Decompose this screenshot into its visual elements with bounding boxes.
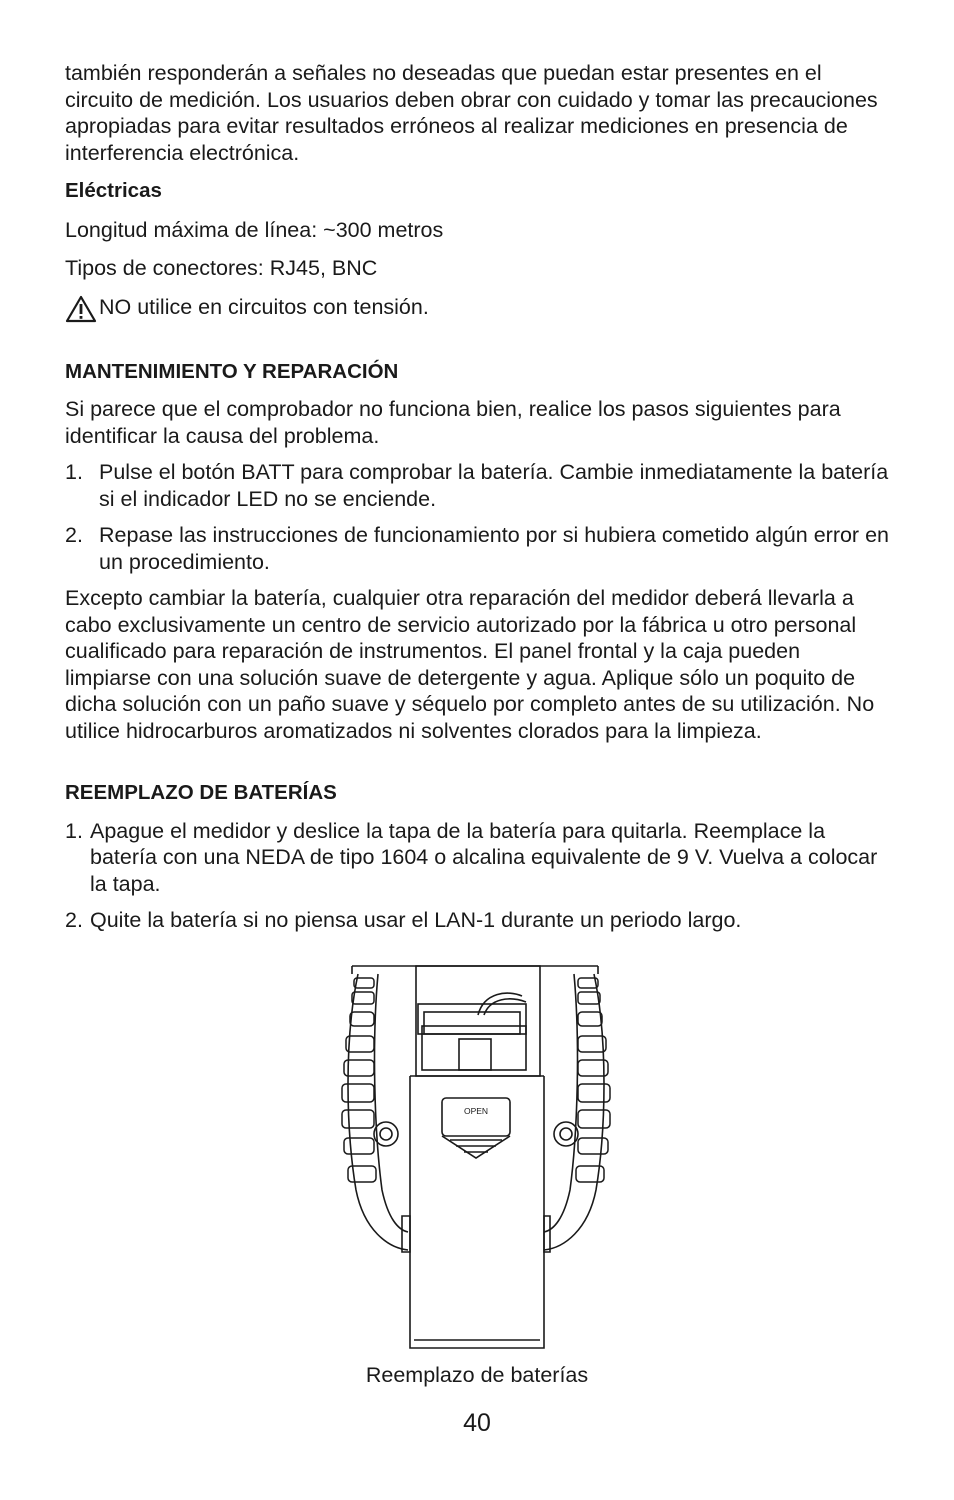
max-line-length: Longitud máxima de línea: ~300 metros: [65, 217, 444, 242]
open-label: OPEN: [463, 1106, 489, 1116]
maintenance-intro: Si parece que el comprobador no funciona bien, realice los pasos siguientes para identificar la causa del problema.: [65, 397, 841, 448]
step-number: 1.: [65, 818, 83, 843]
electrical-heading: Eléctricas: [65, 179, 162, 202]
warning-text: NO utilice en circuitos con tensión.: [99, 294, 429, 319]
step-number: 2.: [65, 523, 83, 547]
list-item: [65, 818, 890, 898]
maintenance-body: Excepto cambiar la batería, cualquier otra reparación del medidor deberá llevarla a cabo exclusivamente un centro de servicio autorizado por la fábrica u otro personal cualificado para reparación de instrumentos. El panel frontal y la caja pueden limpiarse con una solución suave de detergente y agua. Aplique sólo un poquito de dicha solución con un paño suave y séquelo por completo antes de su utilización. No utilice hidrocarburos aromatizados ni solventes clorados para la limpieza.: [65, 586, 875, 743]
page-content: [65, 60, 890, 944]
maintenance-heading: MANTENIMIENTO Y REPARACIÓN: [65, 359, 399, 383]
battery-steps: [65, 818, 890, 934]
intro-paragraph: también responderán a señales no deseadas que puedan estar presentes en el circuito de medición. Los usuarios deben obrar con cuidado y tomar las precauciones apropiadas para evitar resultados erróneos al realizar mediciones en presencia de interferencia electrónica.: [65, 61, 878, 165]
maintenance-steps: [65, 459, 890, 575]
step-number: 2.: [65, 908, 83, 932]
step-text: Pulse el botón BATT para comprobar la batería. Cambie inmediatamente la batería si el indicador LED no se enciende.: [99, 460, 889, 511]
list-item: [65, 522, 890, 575]
step-text: Repase las instrucciones de funcionamiento por si hubiera cometido algún error en un procedimiento.: [99, 523, 889, 574]
warning-line: [65, 294, 890, 323]
connector-types: Tipos de conectores: RJ45, BNC: [65, 256, 378, 280]
step-text: Apague el medidor y deslice la tapa de la batería para quitarla. Reemplace la batería con una NEDA de tipo 1604 o alcalina equivalente de 9 V. Vuelva a colocar la tapa.: [90, 818, 878, 896]
battery-replacement-illustration: [338, 960, 618, 1355]
list-item: [65, 907, 890, 934]
battery-heading: REEMPLAZO DE BATERÍAS: [65, 781, 337, 804]
page-number: 40: [463, 1409, 491, 1437]
warning-triangle-icon: [65, 295, 97, 323]
step-number: 1.: [65, 460, 83, 484]
list-item: [65, 459, 890, 512]
figure-caption: Reemplazo de baterías: [365, 1363, 589, 1387]
step-text: Quite la batería si no piensa usar el LAN-1 durante un periodo largo.: [90, 908, 742, 932]
